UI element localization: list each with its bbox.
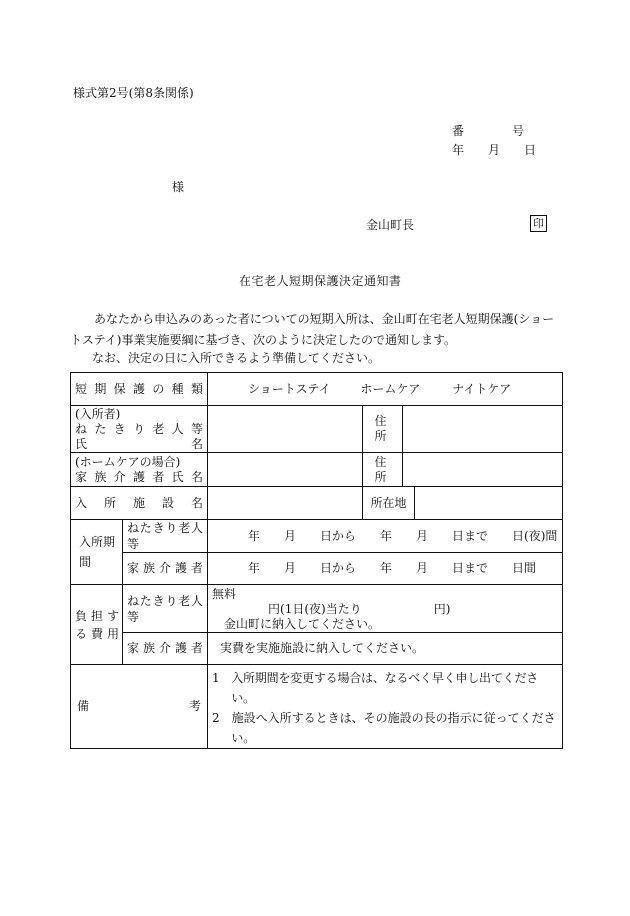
remarks-row xyxy=(71,665,563,749)
elderly-address-label: 住所 xyxy=(374,414,391,443)
elderly-name-value xyxy=(208,406,363,453)
caregiver-name-value xyxy=(208,453,363,487)
burden-elderly-value xyxy=(208,585,563,633)
date-label: 年 月 日 xyxy=(452,143,537,157)
addressee-sama: 様 xyxy=(172,180,185,194)
burden-caregiver-value: 実費を実施施設に納入してください。 xyxy=(208,633,563,665)
caregiver-row xyxy=(71,453,563,487)
facility-label: 入所施設名 xyxy=(75,495,204,510)
type-option-short-stay: ショートステイ xyxy=(248,381,331,396)
document-title: 在宅老人短期保護決定通知書 xyxy=(239,274,402,288)
type-row xyxy=(71,373,563,406)
remarks-item-1: 1 入所期間を変更する場合は、なるべく早く申し出てください。 xyxy=(212,671,539,705)
elderly-label-3: 氏名 xyxy=(75,436,204,451)
number-label: 番 号 xyxy=(452,124,525,138)
type-label: 短期保護の種類 xyxy=(75,381,204,396)
caregiver-address-value xyxy=(403,453,563,487)
period-label: 入所期間 xyxy=(79,535,116,569)
type-option-home-care: ホームケア xyxy=(360,381,421,396)
period-elderly-value: 年 月 日から 年 月 日まで 日(夜)間 xyxy=(208,520,563,553)
form-number: 様式第2号(第8条関係) xyxy=(73,86,194,100)
burden-per-day: 円(1日(夜)当たり 円) xyxy=(268,602,451,616)
elderly-label-1: (入所者) xyxy=(75,406,121,421)
remarks-label-2: 考 xyxy=(189,699,202,713)
type-option-night-care: ナイトケア xyxy=(452,381,512,396)
burden-label: 負担する費用 xyxy=(75,608,119,641)
period-bedridden-label: ねたきり老人等 xyxy=(127,521,204,551)
period-row-elderly xyxy=(71,520,563,553)
body-paragraph-2: なお、決定の日に入所できるよう準備してください。 xyxy=(92,351,381,365)
location-label: 所在地 xyxy=(370,495,407,510)
burden-caregiver-label: 家族介護者 xyxy=(127,641,204,655)
burden-free: 無料 xyxy=(212,587,237,601)
elderly-label-2: ねたきり老人等 xyxy=(75,421,204,436)
period-row-caregiver xyxy=(71,553,563,585)
period-caregiver-label: 家族介護者 xyxy=(127,561,204,575)
burden-pay-instruction: 金山町に納入してください。 xyxy=(224,617,381,631)
seal-stamp: 印 xyxy=(530,215,547,232)
type-options xyxy=(208,373,563,406)
burden-row-caregiver xyxy=(71,633,563,665)
decision-table xyxy=(70,372,563,749)
facility-value xyxy=(208,487,363,520)
remarks-item-2: 2 施設へ入所するときは、その施設の長の指示に従ってください。 xyxy=(212,711,556,745)
elderly-address-value xyxy=(403,406,563,453)
elderly-row xyxy=(71,406,563,453)
period-caregiver-value: 年 月 日から 年 月 日まで 日間 xyxy=(208,553,563,585)
facility-row xyxy=(71,487,563,520)
issuer-title: 金山町長 xyxy=(366,218,415,232)
remarks-label-1: 備 xyxy=(77,699,90,713)
burden-row-elderly xyxy=(71,585,563,633)
caregiver-address-label: 住所 xyxy=(374,454,391,484)
location-value xyxy=(415,487,563,520)
body-paragraph-1: あなたから申込みのあった者についての短期入所は、金山町在宅老人短期保護(ショートステイ)事業実施要綱に基づき、次のように決定したので通知します。 xyxy=(70,312,555,347)
caregiver-label-2: 家族介護者氏名 xyxy=(75,469,204,484)
caregiver-label-1: (ホームケアの場合) xyxy=(75,454,181,469)
burden-bedridden-label: ねたきり老人等 xyxy=(127,593,204,624)
